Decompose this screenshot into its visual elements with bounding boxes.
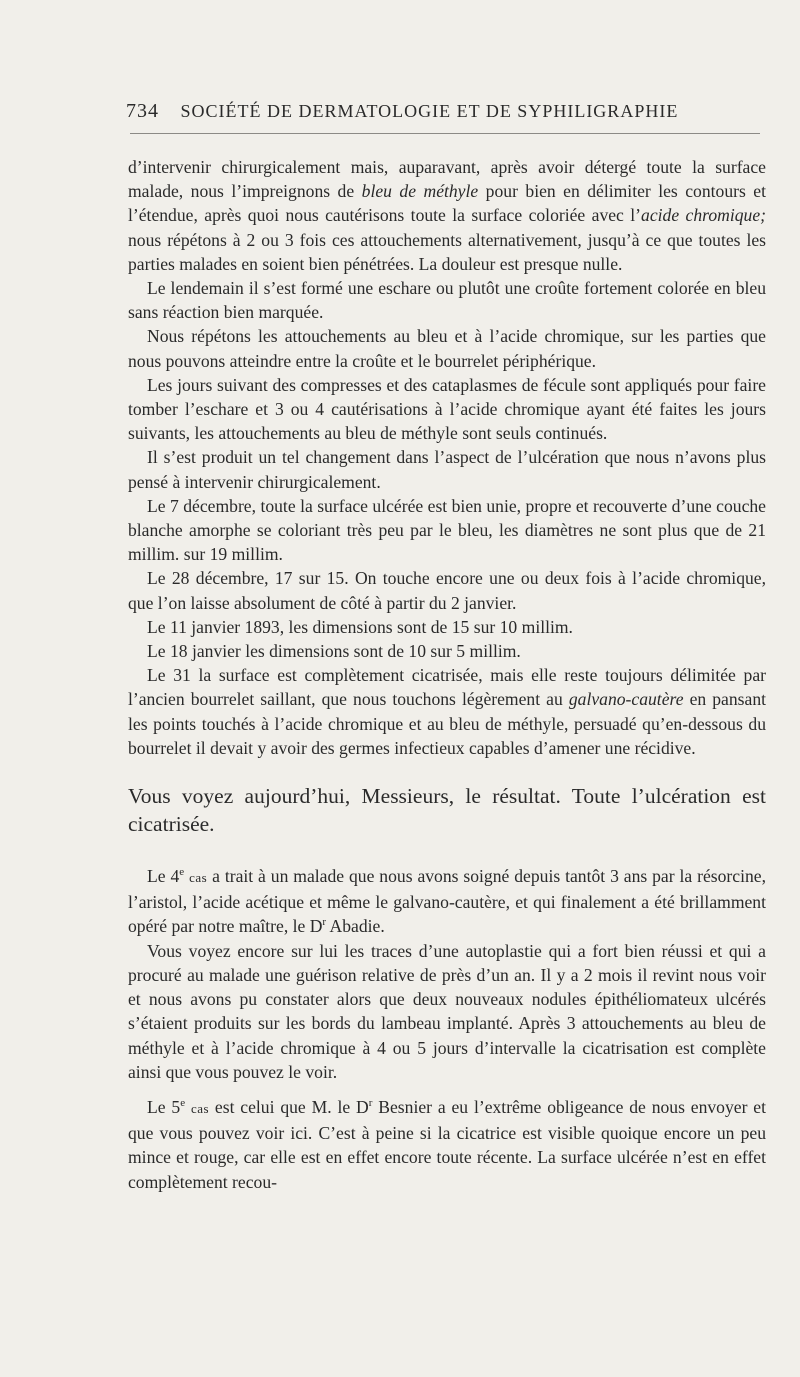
paragraph: Il s’est produit un tel changement dans l’aspect de l’ulcération que nous n’avons plus pensé à intervenir chirurgicalement. <box>128 447 766 492</box>
paragraph: Le 11 janvier 1893, les dimensions sont de 15 sur 10 millim. <box>147 616 573 637</box>
paragraph: Le 18 janvier les dimensions sont de 10 sur 5 millim. <box>147 641 521 662</box>
paragraph: Les jours suivant des compresses et des cataplasmes de fécule sont appliqués pour faire tomber l’eschare et 3 ou 4 cautérisations à l’acide chromique ayant été faites les jours suivants, les attouchements au bleu de méthyle sont seuls continués. <box>128 374 766 444</box>
paragraph: Le 28 décembre, 17 sur 15. On touche encore une ou deux fois à l’acide chromique, que l’on laisse absolument de côté à partir du 2 janvier. <box>128 568 766 613</box>
running-title: SOCIÉTÉ DE DERMATOLOGIE ET DE SYPHILIGRAPHIE <box>180 101 679 121</box>
page-number: 734 <box>126 100 159 122</box>
large-print-statement: Vous voyez aujourd’hui, Messieurs, le résultat. Toute l’ulcération est cicatrisée. <box>128 784 766 837</box>
paragraph: Le 31 la surface est complètement cicatrisée, mais elle reste toujours délimitée par l’ancien bourrelet saillant, que nous touchons légèrement au galvano-cautère en pansant les points touchés à l’acide chromique et au bleu de méthyle, persuadé qu’en-dessous du bourrelet il devait y avoir des germes infectieux capables d’amener une récidive. <box>128 665 767 758</box>
body-text <box>128 155 766 1194</box>
paragraph: Le 7 décembre, toute la surface ulcérée est bien unie, propre et recouverte d’une couche blanche amorphe se coloriant très peu par le bleu, les diamètres ne sont plus que de 21 millim. sur 19 millim. <box>128 495 766 565</box>
header-rule <box>130 133 760 134</box>
running-header <box>126 100 766 123</box>
paragraph: Le 5e cas est celui que M. le $D^r$ Besnier a eu l’extrême obligeance de nous envoyer et que vous pouvez voir ici. C’est à peine si la cicatrice est visible quoique encore un peu mince et rouge, car elle est en effet encore toute récente. La surface ulcérée n’est en effet complètement recou- <box>128 1096 766 1192</box>
paragraph: Vous voyez encore sur lui les traces d’une autoplastie qui a fort bien réussi et qui a procuré au malade une guérison relative de près d’un an. Il y a 2 mois il revint nous voir et nous avons pu constater alors que deux nouveaux nodules épithéliomateux ulcérés s’étaient produits sur les bords du lambeau implanté. Après 3 attouchements au bleu de méthyle et à l’acide chromique à 4 ou 5 jours d’intervalle la cicatrisation est complète ainsi que vous pouvez le voir. <box>128 940 766 1082</box>
paragraph: d’intervenir chirurgicalement mais, auparavant, après avoir détergé toute la surface malade, nous l’impreignons de bleu de méthyle pour bien en délimiter les contours et l’étendue, après quoi nous cautérisons toute la surface coloriée avec l’acide chromique; nous répétons à 2 ou 3 fois ces attouchements alternativement, jusqu’à ce que toutes les parties malades en soient bien pénétrées. La douleur est presque nulle. <box>128 157 767 274</box>
paragraph: Le 4e cas a trait à un malade que nous avons soigné depuis tantôt 3 ans par la résorcine, l’aristol, l’acide acétique et même le galvano-cautère, et qui finalement a été brillamment opéré par notre maître, le $D^r$ Abadie. <box>128 866 766 937</box>
paragraph: Nous répétons les attouchements au bleu et à l’acide chromique, sur les parties que nous pouvons atteindre entre la croûte et le bourrelet périphérique. <box>128 326 766 371</box>
paragraph: Le lendemain il s’est formé une eschare ou plutôt une croûte fortement colorée en bleu sans réaction bien marquée. <box>128 278 766 323</box>
